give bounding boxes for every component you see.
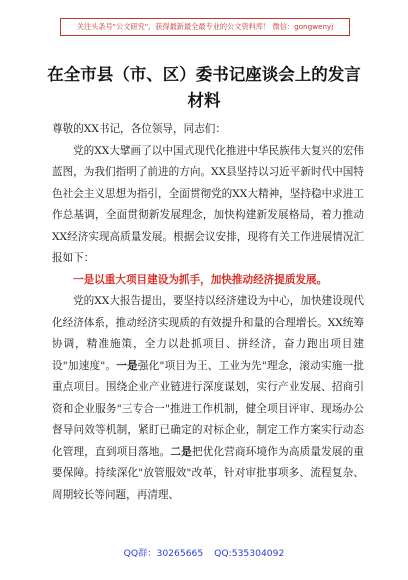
document-body (52, 119, 364, 506)
section-heading: 一是以重大项目建设为抓手，加快推动经济提质发展。 (73, 273, 328, 286)
point-marker-second: 二是 (170, 445, 192, 458)
document-title: 在全市县（市、区）委书记座谈会上的发言材料 (47, 65, 361, 110)
footer-qq-group: QQ群：30265665 (123, 548, 204, 559)
salutation: 尊敬的XX书记，各位领导，同志们： (52, 123, 226, 135)
point-marker-first: 一是 (116, 359, 138, 372)
footer-contact (0, 545, 408, 559)
paragraph-text: 把优化营商环境作为高质量发展的重要保障。持续深化"放管服效"改革，针对审批事项多、流程复杂、周期较长等问题，再清理、 (52, 445, 365, 501)
paragraph-projects (52, 291, 364, 506)
top-banner: 关注头条号"公文研究"，获得最新最全最专业的公文资料库！ 微信：gongwenyj (60, 18, 350, 36)
paragraph-intro: 党的XX大擘画了以中国式现代化推进中华民族伟大复兴的宏伟蓝图，为我们指明了前进的方向。XX县坚持以习近平新时代中国特色社会主义思想为指引，全面贯彻党的XX大精神，坚持稳中求进工作总基调，全面贯彻新发展理念，加快构建新发展格局，着力推动XX经济实现高质量发展。根据会议安排，现将有关工作进展情况汇报如下： (52, 144, 364, 264)
footer-qq: QQ:535304092 (214, 548, 285, 559)
paragraph-text: 强化"项目为王、工业为先"理念，滚动实施一批重点项目。围绕企业产业链进行深度谋划，实行产业发展、招商引资和企业服务"三专合一"推进工作机制，健全项目评审、现场办公督导问效等机制，紧盯已确定的对标企业，制定工作方案实行动态化管理，直到项目落地。 (52, 359, 365, 458)
paragraph-text: 党的XX大报告提出，要坚持以经济建设为中心，加快建设现代化经济体系，推动经济实现质的有效提升和量的合理增长。XX统筹协调，精准施策，全力以赴抓项目、拼经济，奋力跑出项目建设"加速度"。 (52, 295, 364, 372)
